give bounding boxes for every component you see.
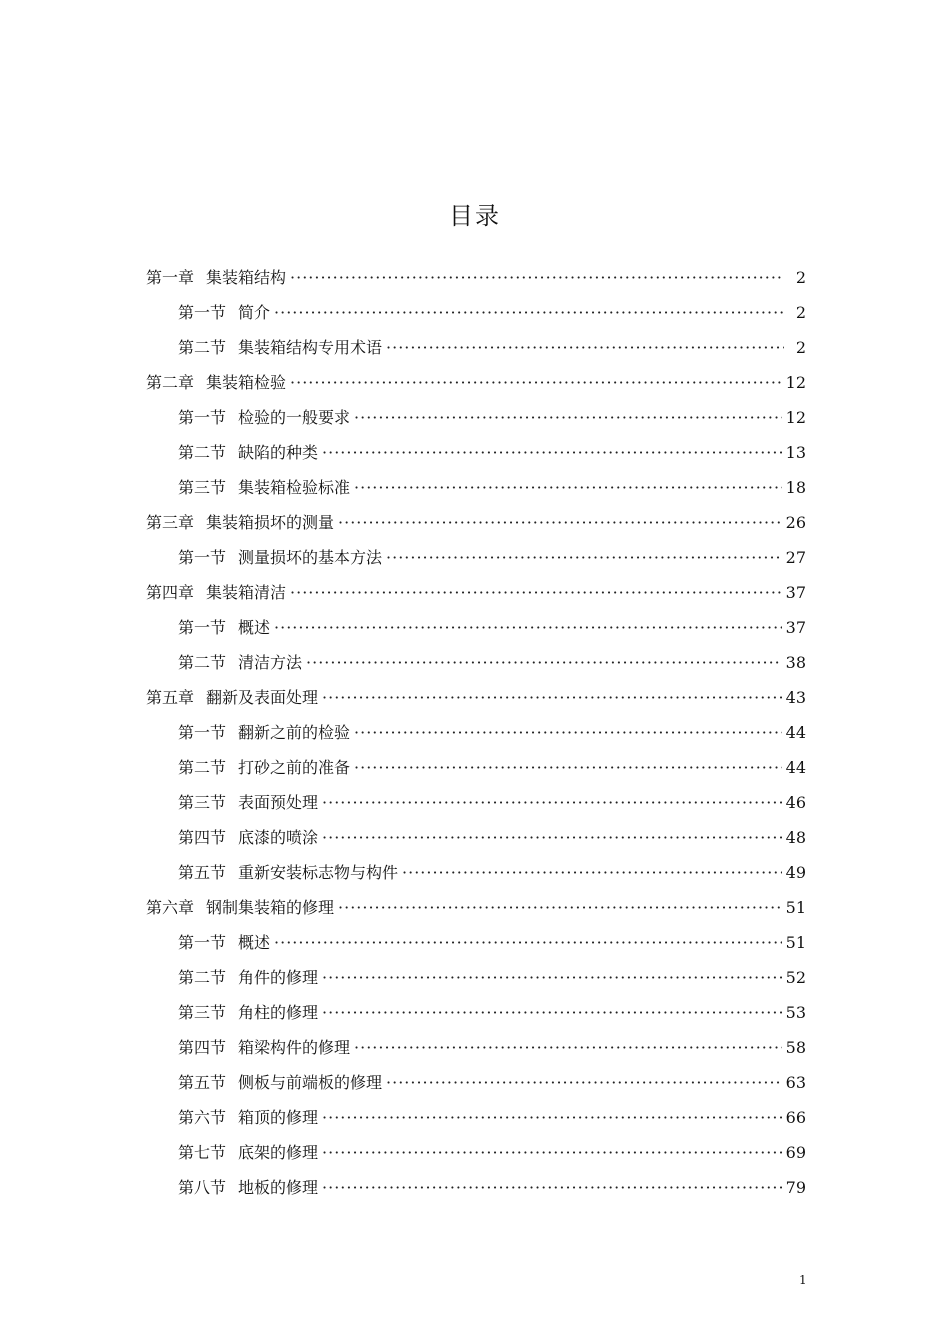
toc-entry-number: 第一节 bbox=[178, 933, 227, 952]
toc-entry-page: 49 bbox=[785, 863, 806, 882]
toc-entry-label bbox=[178, 927, 270, 959]
toc-entry-title: 集装箱结构专用术语 bbox=[238, 338, 383, 357]
toc-entry-number: 第一节 bbox=[178, 618, 227, 637]
toc-entry-label bbox=[178, 647, 302, 679]
toc-entry-label bbox=[178, 1032, 350, 1064]
toc-entry-page: 51 bbox=[785, 898, 806, 917]
toc-section-entry[interactable] bbox=[146, 752, 806, 787]
toc-entry-page: 26 bbox=[785, 513, 806, 532]
page-title: 目录 bbox=[449, 202, 501, 230]
toc-entry-number: 第三节 bbox=[178, 478, 227, 497]
toc-entry-number: 第一节 bbox=[178, 723, 227, 742]
toc-section-entry[interactable] bbox=[146, 962, 806, 997]
toc-entry-label bbox=[146, 507, 334, 539]
toc-entry-label bbox=[178, 612, 270, 644]
toc-entry-page: 37 bbox=[785, 583, 806, 602]
dot-leader bbox=[354, 752, 782, 784]
dot-leader bbox=[338, 892, 782, 924]
dot-leader bbox=[322, 1172, 782, 1204]
dot-leader bbox=[274, 297, 784, 329]
toc-entry-page: 12 bbox=[785, 373, 806, 392]
toc-entry-number: 第二节 bbox=[178, 968, 227, 987]
dot-leader bbox=[402, 857, 782, 889]
dot-leader bbox=[274, 612, 782, 644]
toc-entry-number: 第二章 bbox=[146, 373, 195, 392]
toc-entry-page: 2 bbox=[795, 338, 806, 357]
toc-entry-number: 第四节 bbox=[178, 1038, 227, 1057]
toc-entry-number: 第二节 bbox=[178, 653, 227, 672]
toc-entry-label bbox=[146, 367, 286, 399]
dot-leader bbox=[354, 472, 782, 504]
toc-chapter-entry[interactable] bbox=[146, 682, 806, 717]
toc-section-entry[interactable] bbox=[146, 1032, 806, 1067]
toc-entry-title: 箱梁构件的修理 bbox=[238, 1038, 351, 1057]
toc-entry-title: 测量损坏的基本方法 bbox=[238, 548, 383, 567]
toc-chapter-entry[interactable] bbox=[146, 367, 806, 402]
toc-entry-number: 第三节 bbox=[178, 793, 227, 812]
toc-section-entry[interactable] bbox=[146, 997, 806, 1032]
dot-leader bbox=[386, 1067, 782, 1099]
dot-leader bbox=[338, 507, 782, 539]
toc-section-entry[interactable] bbox=[146, 402, 806, 437]
toc-chapter-entry[interactable] bbox=[146, 507, 806, 542]
toc-entry-title: 打砂之前的准备 bbox=[238, 758, 351, 777]
toc-entry-number: 第五节 bbox=[178, 863, 227, 882]
toc-entry-label bbox=[178, 297, 270, 329]
toc-entry-title: 集装箱结构 bbox=[206, 268, 287, 287]
toc-entry-number: 第六章 bbox=[146, 898, 195, 917]
toc-entry-number: 第二节 bbox=[178, 758, 227, 777]
toc-section-entry[interactable] bbox=[146, 542, 806, 577]
toc-entry-page: 58 bbox=[785, 1038, 806, 1057]
toc-entry-label bbox=[178, 1137, 318, 1169]
dot-leader bbox=[290, 262, 784, 294]
toc-entry-page: 37 bbox=[785, 618, 806, 637]
toc-entry-title: 集装箱清洁 bbox=[206, 583, 287, 602]
table-of-contents bbox=[146, 262, 806, 1207]
dot-leader bbox=[290, 577, 782, 609]
toc-entry-page: 2 bbox=[795, 303, 806, 322]
toc-entry-number: 第三章 bbox=[146, 513, 195, 532]
toc-entry-number: 第五章 bbox=[146, 688, 195, 707]
toc-entry-label bbox=[146, 577, 286, 609]
dot-leader bbox=[290, 367, 782, 399]
toc-entry-title: 重新安装标志物与构件 bbox=[238, 863, 399, 882]
toc-entry-page: 79 bbox=[785, 1178, 806, 1197]
toc-entry-title: 集装箱损坏的测量 bbox=[206, 513, 335, 532]
toc-entry-label bbox=[178, 1172, 318, 1204]
toc-entry-page: 48 bbox=[785, 828, 806, 847]
toc-entry-label bbox=[178, 787, 318, 819]
toc-section-entry[interactable] bbox=[146, 612, 806, 647]
toc-entry-number: 第一节 bbox=[178, 548, 227, 567]
toc-entry-label bbox=[178, 717, 350, 749]
toc-entry-number: 第五节 bbox=[178, 1073, 227, 1092]
toc-section-entry[interactable] bbox=[146, 332, 806, 367]
toc-entry-number: 第二节 bbox=[178, 338, 227, 357]
toc-entry-title: 角件的修理 bbox=[238, 968, 319, 987]
toc-entry-number: 第四节 bbox=[178, 828, 227, 847]
toc-entry-title: 侧板与前端板的修理 bbox=[238, 1073, 383, 1092]
toc-entry-label bbox=[178, 752, 350, 784]
toc-entry-page: 51 bbox=[785, 933, 806, 952]
toc-entry-number: 第七节 bbox=[178, 1143, 227, 1162]
toc-section-entry[interactable] bbox=[146, 647, 806, 682]
toc-section-entry[interactable] bbox=[146, 1067, 806, 1102]
toc-entry-number: 第四章 bbox=[146, 583, 195, 602]
toc-entry-label bbox=[178, 542, 382, 574]
toc-entry-title: 底架的修理 bbox=[238, 1143, 319, 1162]
toc-entry-label bbox=[178, 437, 318, 469]
toc-entry-label bbox=[178, 1067, 382, 1099]
dot-leader bbox=[322, 1102, 782, 1134]
toc-entry-title: 简介 bbox=[238, 303, 271, 322]
page-number: 1 bbox=[799, 1273, 807, 1287]
dot-leader bbox=[322, 787, 782, 819]
dot-leader bbox=[306, 647, 782, 679]
toc-entry-page: 13 bbox=[785, 443, 806, 462]
toc-section-entry[interactable] bbox=[146, 717, 806, 752]
dot-leader bbox=[274, 927, 782, 959]
toc-entry-label bbox=[178, 332, 382, 364]
toc-entry-page: 52 bbox=[785, 968, 806, 987]
toc-entry-label bbox=[178, 822, 318, 854]
toc-entry-page: 43 bbox=[785, 688, 806, 707]
toc-entry-title: 集装箱检验标准 bbox=[238, 478, 351, 497]
toc-chapter-entry[interactable] bbox=[146, 262, 806, 297]
toc-entry-label bbox=[146, 892, 334, 924]
toc-entry-title: 钢制集装箱的修理 bbox=[206, 898, 335, 917]
dot-leader bbox=[354, 1032, 782, 1064]
toc-entry-page: 12 bbox=[785, 408, 806, 427]
toc-section-entry[interactable] bbox=[146, 822, 806, 857]
toc-entry-number: 第一节 bbox=[178, 303, 227, 322]
dot-leader bbox=[322, 997, 782, 1029]
toc-entry-title: 翻新之前的检验 bbox=[238, 723, 351, 742]
dot-leader bbox=[322, 962, 782, 994]
toc-section-entry[interactable] bbox=[146, 787, 806, 822]
toc-entry-label bbox=[178, 962, 318, 994]
toc-entry-page: 63 bbox=[785, 1073, 806, 1092]
toc-entry-title: 翻新及表面处理 bbox=[206, 688, 319, 707]
toc-entry-page: 69 bbox=[785, 1143, 806, 1162]
toc-entry-title: 清洁方法 bbox=[238, 653, 303, 672]
dot-leader bbox=[354, 402, 782, 434]
toc-entry-title: 角柱的修理 bbox=[238, 1003, 319, 1022]
toc-entry-title: 底漆的喷涂 bbox=[238, 828, 319, 847]
toc-entry-page: 2 bbox=[795, 268, 806, 287]
toc-entry-title: 表面预处理 bbox=[238, 793, 319, 812]
toc-entry-title: 概述 bbox=[238, 618, 271, 637]
toc-section-entry[interactable] bbox=[146, 857, 806, 892]
toc-entry-title: 概述 bbox=[238, 933, 271, 952]
toc-entry-label bbox=[178, 402, 350, 434]
dot-leader bbox=[322, 822, 782, 854]
dot-leader bbox=[386, 332, 784, 364]
toc-entry-number: 第二节 bbox=[178, 443, 227, 462]
dot-leader bbox=[322, 682, 782, 714]
toc-entry-page: 38 bbox=[785, 653, 806, 672]
dot-leader bbox=[322, 1137, 782, 1169]
toc-entry-label bbox=[178, 997, 318, 1029]
toc-entry-title: 箱顶的修理 bbox=[238, 1108, 319, 1127]
toc-entry-page: 46 bbox=[785, 793, 806, 812]
toc-entry-title: 缺陷的种类 bbox=[238, 443, 319, 462]
toc-chapter-entry[interactable] bbox=[146, 892, 806, 927]
toc-section-entry[interactable] bbox=[146, 927, 806, 962]
toc-chapter-entry[interactable] bbox=[146, 577, 806, 612]
dot-leader bbox=[322, 437, 782, 469]
toc-entry-title: 地板的修理 bbox=[238, 1178, 319, 1197]
toc-entry-label bbox=[146, 262, 286, 294]
toc-entry-title: 检验的一般要求 bbox=[238, 408, 351, 427]
toc-entry-page: 53 bbox=[785, 1003, 806, 1022]
toc-section-entry[interactable] bbox=[146, 1102, 806, 1137]
toc-entry-page: 66 bbox=[785, 1108, 806, 1127]
toc-entry-page: 27 bbox=[785, 548, 806, 567]
dot-leader bbox=[354, 717, 782, 749]
toc-section-entry[interactable] bbox=[146, 472, 806, 507]
toc-entry-number: 第三节 bbox=[178, 1003, 227, 1022]
toc-section-entry[interactable] bbox=[146, 297, 806, 332]
toc-entry-number: 第八节 bbox=[178, 1178, 227, 1197]
toc-entry-label bbox=[178, 857, 398, 889]
toc-entry-number: 第一节 bbox=[178, 408, 227, 427]
toc-entry-label bbox=[178, 472, 350, 504]
toc-entry-label bbox=[146, 682, 318, 714]
toc-entry-label bbox=[178, 1102, 318, 1134]
toc-section-entry[interactable] bbox=[146, 1137, 806, 1172]
toc-section-entry[interactable] bbox=[146, 1172, 806, 1207]
toc-entry-page: 18 bbox=[785, 478, 806, 497]
toc-section-entry[interactable] bbox=[146, 437, 806, 472]
toc-entry-page: 44 bbox=[785, 758, 806, 777]
toc-entry-number: 第六节 bbox=[178, 1108, 227, 1127]
toc-entry-number: 第一章 bbox=[146, 268, 195, 287]
dot-leader bbox=[386, 542, 782, 574]
toc-entry-page: 44 bbox=[785, 723, 806, 742]
toc-entry-title: 集装箱检验 bbox=[206, 373, 287, 392]
